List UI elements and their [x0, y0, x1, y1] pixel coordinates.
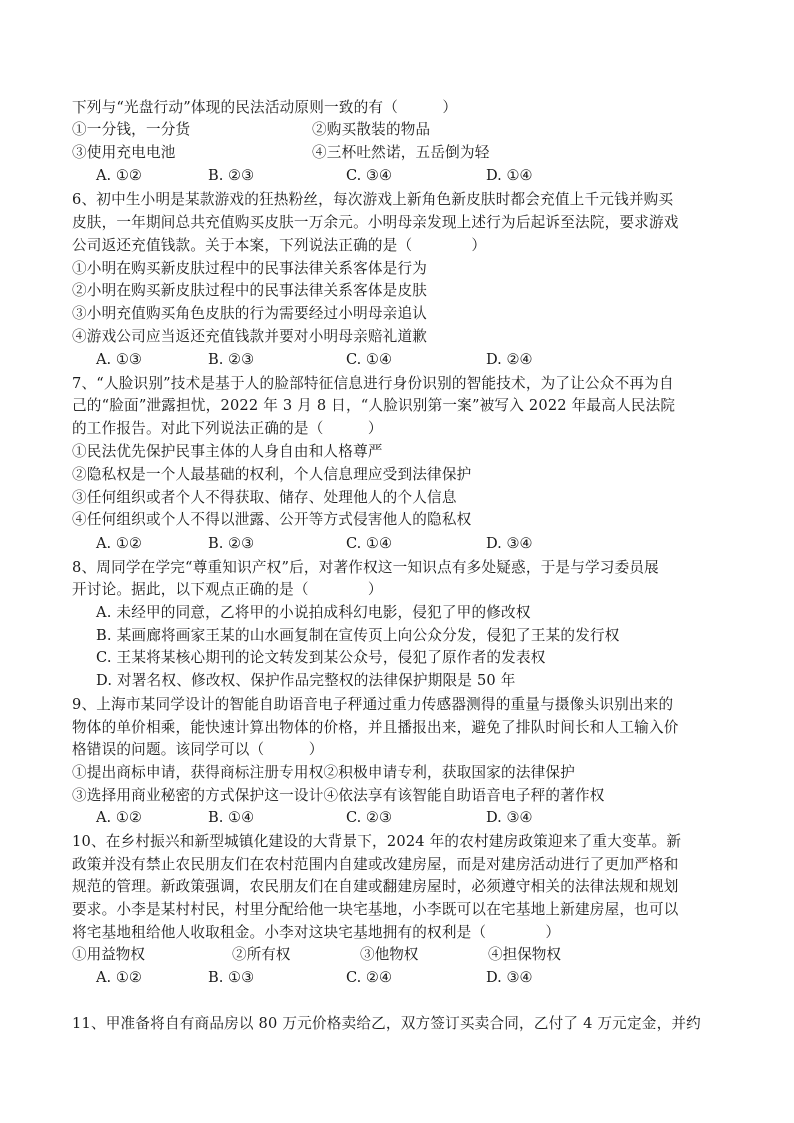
question-10-line-1: 10、在乡村振兴和新型城镇化建设的大背景下，2024 年的农村建房政策迎来了重大变革。新	[72, 833, 682, 850]
q9-option-d: D. ③④	[486, 809, 533, 826]
q7-item-4: ④任何组织或个人不得以泄露、公开等方式侵害他人的隐私权	[72, 511, 472, 528]
q7-option-d: D. ③④	[486, 535, 533, 552]
q10-item-3: ③他物权	[360, 946, 419, 963]
q6-item-4: ④游戏公司应当返还充值钱款并要对小明母亲赔礼道歉	[72, 328, 428, 345]
q6-option-c: C. ①④	[346, 351, 393, 368]
question-8-line-1: 8、周同学在学完“尊重知识产权”后，对著作权这一知识点有多处疑惑，于是与学习委员展	[72, 559, 659, 576]
q9-option-b: B. ①④	[208, 809, 255, 826]
question-5-stem: 下列与“光盘行动”体现的民法活动原则一致的有（ ）	[72, 99, 458, 116]
q5-item-1: ①一分钱，一分货	[72, 121, 191, 138]
question-8-line-2: 开讨论。据此，以下观点正确的是（ ）	[72, 581, 383, 598]
question-10-line-3: 规范的管理。新政策强调，农民朋友们在自建或翻建房屋时，必须遵守相关的法律法规和规划	[72, 878, 679, 895]
q10-item-2: ②所有权	[232, 946, 291, 963]
q5-option-b: B. ②③	[208, 167, 255, 184]
q7-item-3: ③任何组织或者个人不得获取、储存、处理他人的个人信息	[72, 489, 457, 506]
question-9-line-2: 物体的单价相乘，能快速计算出物体的价格，并且播报出来，避免了排队时间长和人工输入价	[72, 719, 679, 736]
q7-item-2: ②隐私权是一个人最基础的权利，个人信息理应受到法律保护	[72, 466, 472, 483]
question-10-line-2: 政策并没有禁止农民朋友们在农村范围内自建或改建房屋，而是对建房活动进行了更加严格和	[72, 856, 679, 873]
question-10-line-4: 要求。小李是某村村民，村里分配给他一块宅基地，小李既可以在宅基地上新建房屋，也可以	[72, 901, 679, 918]
q7-option-c: C. ①④	[346, 535, 393, 552]
q10-option-d: D. ③④	[486, 969, 533, 986]
question-7-line-1: 7、“人脸识别”技术是基于人的脸部特征信息进行身份识别的智能技术，为了让公众不再为自	[72, 375, 674, 392]
q6-option-d: D. ②④	[486, 351, 533, 368]
q6-item-3: ③小明充值购买角色皮肤的行为需要经过小明母亲追认	[72, 305, 428, 322]
q9-option-a: A. ①②	[96, 809, 142, 826]
q9-option-c: C. ②③	[346, 809, 393, 826]
q10-option-b: B. ①③	[208, 969, 255, 986]
q7-option-b: B. ②③	[208, 535, 255, 552]
q7-item-1: ①民法优先保护民事主体的人身自由和人格尊严	[72, 443, 383, 460]
q6-item-2: ②小明在购买新皮肤过程中的民事法律关系客体是皮肤	[72, 282, 428, 299]
q8-choice-a: A. 未经甲的同意，乙将甲的小说拍成科幻电影，侵犯了甲的修改权	[96, 604, 531, 621]
q8-choice-d: D. 对署名权、修改权、保护作品完整权的法律保护期限是 50 年	[96, 672, 516, 689]
q7-option-a: A. ①②	[96, 535, 142, 552]
q5-item-2: ②购买散装的物品	[312, 121, 431, 138]
question-10-line-5: 将宅基地租给他人收取租金。小李对这块宅基地拥有的权利是（ ）	[72, 924, 561, 941]
q5-option-c: C. ③④	[346, 167, 393, 184]
q5-option-a: A. ①②	[96, 167, 142, 184]
question-9-line-3: 格错误的问题。该同学可以（ ）	[72, 741, 324, 758]
question-6-line-3: 公司返还充值钱款。关于本案，下列说法正确的是（ ）	[72, 237, 487, 254]
q9-items-line-2: ③选择用商业秘密的方式保护这一设计④依法享有该智能自助语音电子秤的著作权	[72, 787, 605, 804]
q10-option-a: A. ①②	[96, 969, 142, 986]
q5-item-3: ③使用充电电池	[72, 144, 176, 161]
q5-option-d: D. ①④	[486, 167, 533, 184]
question-6-line-2: 皮肤，一年期间总共充值购买皮肤一万余元。小明母亲发现上述行为后起诉至法院，要求游戏	[72, 214, 679, 231]
question-11-line-1: 11、甲准备将自有商品房以 80 万元价格卖给乙，双方签订买卖合同，乙付了 4 万元定金，并约	[72, 1015, 701, 1032]
q10-item-1: ①用益物权	[72, 946, 145, 963]
q6-option-a: A. ①③	[96, 351, 142, 368]
q5-item-4: ④三杯吐然诺，五岳倒为轻	[312, 144, 490, 161]
q9-items-line-1: ①提出商标申请，获得商标注册专用权②积极申请专利，获取国家的法律保护	[72, 764, 575, 781]
q8-choice-c: C. 王某将某核心期刊的论文转发到某公众号，侵犯了原作者的发表权	[96, 649, 546, 666]
q10-option-c: C. ②④	[346, 969, 393, 986]
q8-choice-b: B. 某画廊将画家王某的山水画复制在宣传页上向公众分发，侵犯了王某的发行权	[96, 627, 620, 644]
question-9-line-1: 9、上海市某同学设计的智能自助语音电子秤通过重力传感器测得的重量与摄像头识别出来的	[72, 696, 674, 713]
q10-item-4: ④担保物权	[488, 946, 561, 963]
q6-item-1: ①小明在购买新皮肤过程中的民事法律关系客体是行为	[72, 260, 428, 277]
question-7-line-3: 的工作报告。对此下列说法正确的是（ ）	[72, 420, 383, 437]
question-6-line-1: 6、初中生小明是某款游戏的狂热粉丝，每次游戏上新角色新皮肤时都会充值上千元钱并购买	[72, 191, 674, 208]
q6-option-b: B. ②③	[208, 351, 255, 368]
question-7-line-2: 己的“脸面”泄露担忧，2022 年 3 月 8 日，“人脸识别第一案”被写入 2022 年最高人民法院	[72, 397, 676, 414]
